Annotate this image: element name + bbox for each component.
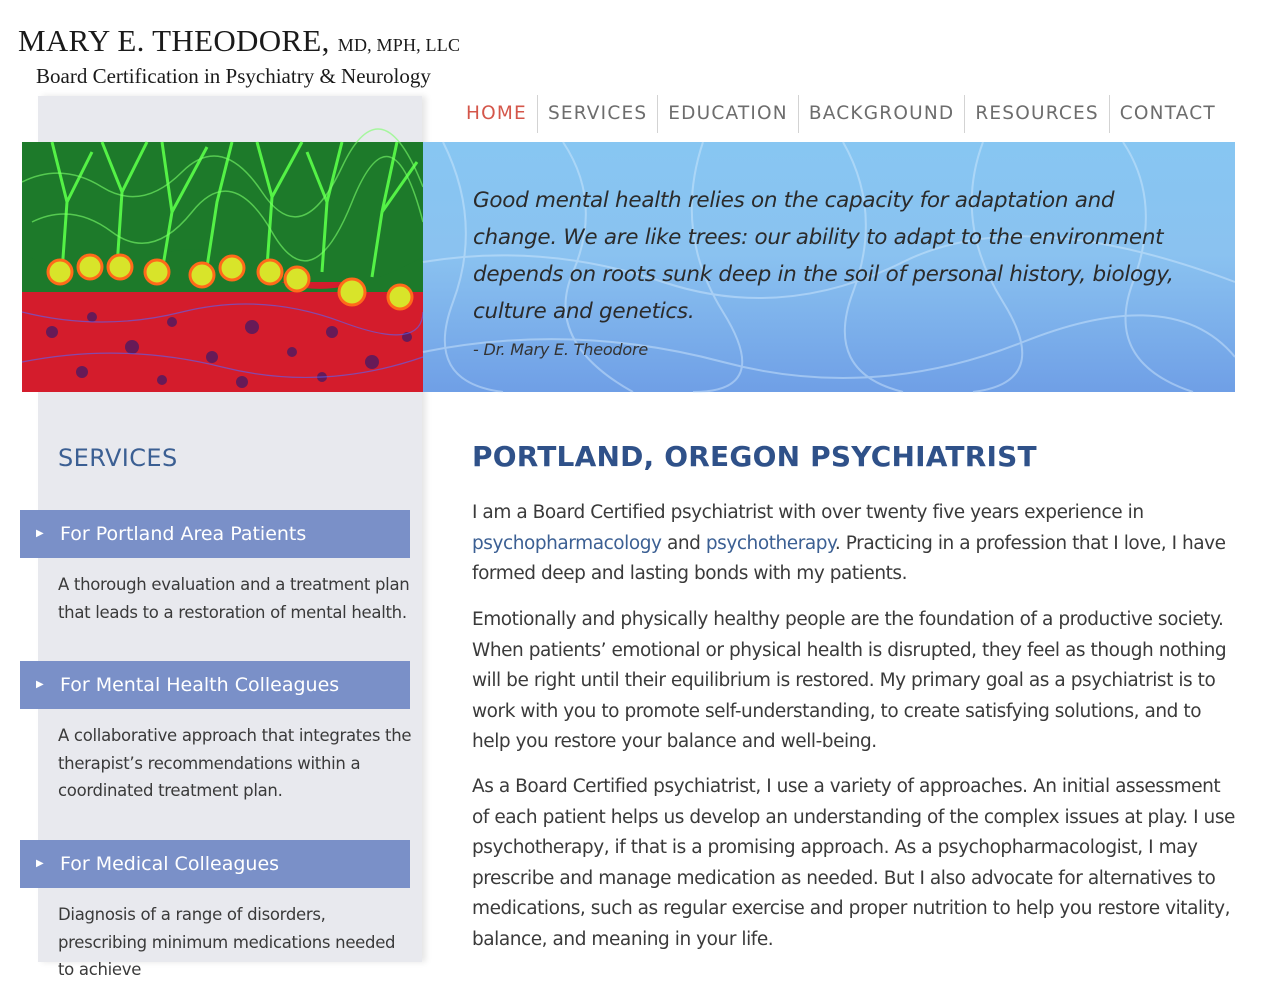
neuron-image [22,142,423,392]
approach-paragraph: As a Board Certified psychiatrist, I use a variety of approaches. An initial assessment of each patient helps us develop an understanding of the complex issues at play. I use psychotherapy, if that is a promising approach. As a psychopharmacologist, I may prescribe and manage medication as needed. But I also advocate for alternatives to medications, such as regular exercise and proper nutrition to help you restore vitality, balance, and meaning in your life. [472,776,1235,950]
intro-text-and: and [661,532,706,554]
service-description: Diagnosis of a range of disorders, prescribing minimum medications needed to achieve [58,905,396,979]
intro-text-start: I am a Board Certified psychiatrist with over twenty five years experience in [472,502,1144,523]
goal-paragraph: Emotionally and physically healthy people are the foundation of a productive society. When patients’ emotional or physical health is disrupted, they feel as though nothing will be right until their equilibrium is restored. My primary goal as a psychiatrist is to work with you to promote self-understanding, to create satisfying solutions, and to help you restore your balance and well-being. [472,609,1227,752]
nav-services[interactable]: SERVICES [537,95,657,133]
nav-resources[interactable]: RESOURCES [964,95,1108,133]
service-portland-patients-button[interactable] [20,510,410,558]
service-label: For Portland Area Patients [60,523,307,545]
triangle-right-icon: ▶ [36,679,44,690]
quote-panel [423,142,1235,392]
triangle-right-icon: ▶ [36,528,44,539]
banner-quote: Good mental health relies on the capacity for adaptation and change. We are like trees: our ability to adapt to the environment depends on roots sunk deep in the soil of personal history, biology, culture and genetics. [473,188,1174,324]
service-medical-colleagues-button[interactable] [20,840,410,888]
nav-contact[interactable]: CONTACT [1109,95,1226,133]
service-label: For Mental Health Colleagues [60,674,340,696]
triangle-right-icon: ▶ [36,858,44,869]
hero-banner [22,142,1235,392]
nav-education[interactable]: EDUCATION [657,95,798,133]
intro-paragraph [472,498,1242,590]
sidebar-title: SERVICES [58,444,178,472]
logo-name: MARY E. THEODORE, [18,23,330,58]
nav-background[interactable]: BACKGROUND [798,95,964,133]
main-nav [456,94,1226,134]
nav-home[interactable]: HOME [466,103,527,124]
service-description: A thorough evaluation and a treatment plan that leads to a restoration of mental health. [58,575,410,622]
service-label: For Medical Colleagues [60,853,280,875]
site-logo[interactable] [18,22,461,88]
service-mental-health-colleagues-button[interactable] [20,661,410,709]
page-title: PORTLAND, OREGON PSYCHIATRIST [472,440,1037,473]
service-description: A collaborative approach that integrates the therapist’s recommendations within a coordinated treatment plan. [58,726,412,800]
psychotherapy-link[interactable]: psychotherapy [705,532,835,554]
psychopharmacology-link[interactable]: psychopharmacology [472,532,662,554]
quote-attribution: - Dr. Mary E. Theodore [473,340,648,359]
intro-text-end: . Practicing in a profession that I love, I have formed deep and lasting bonds with my patients. [472,532,1226,584]
logo-credentials: MD, MPH, LLC [337,35,461,55]
logo-tagline: Board Certification in Psychiatry & Neurology [36,64,431,88]
